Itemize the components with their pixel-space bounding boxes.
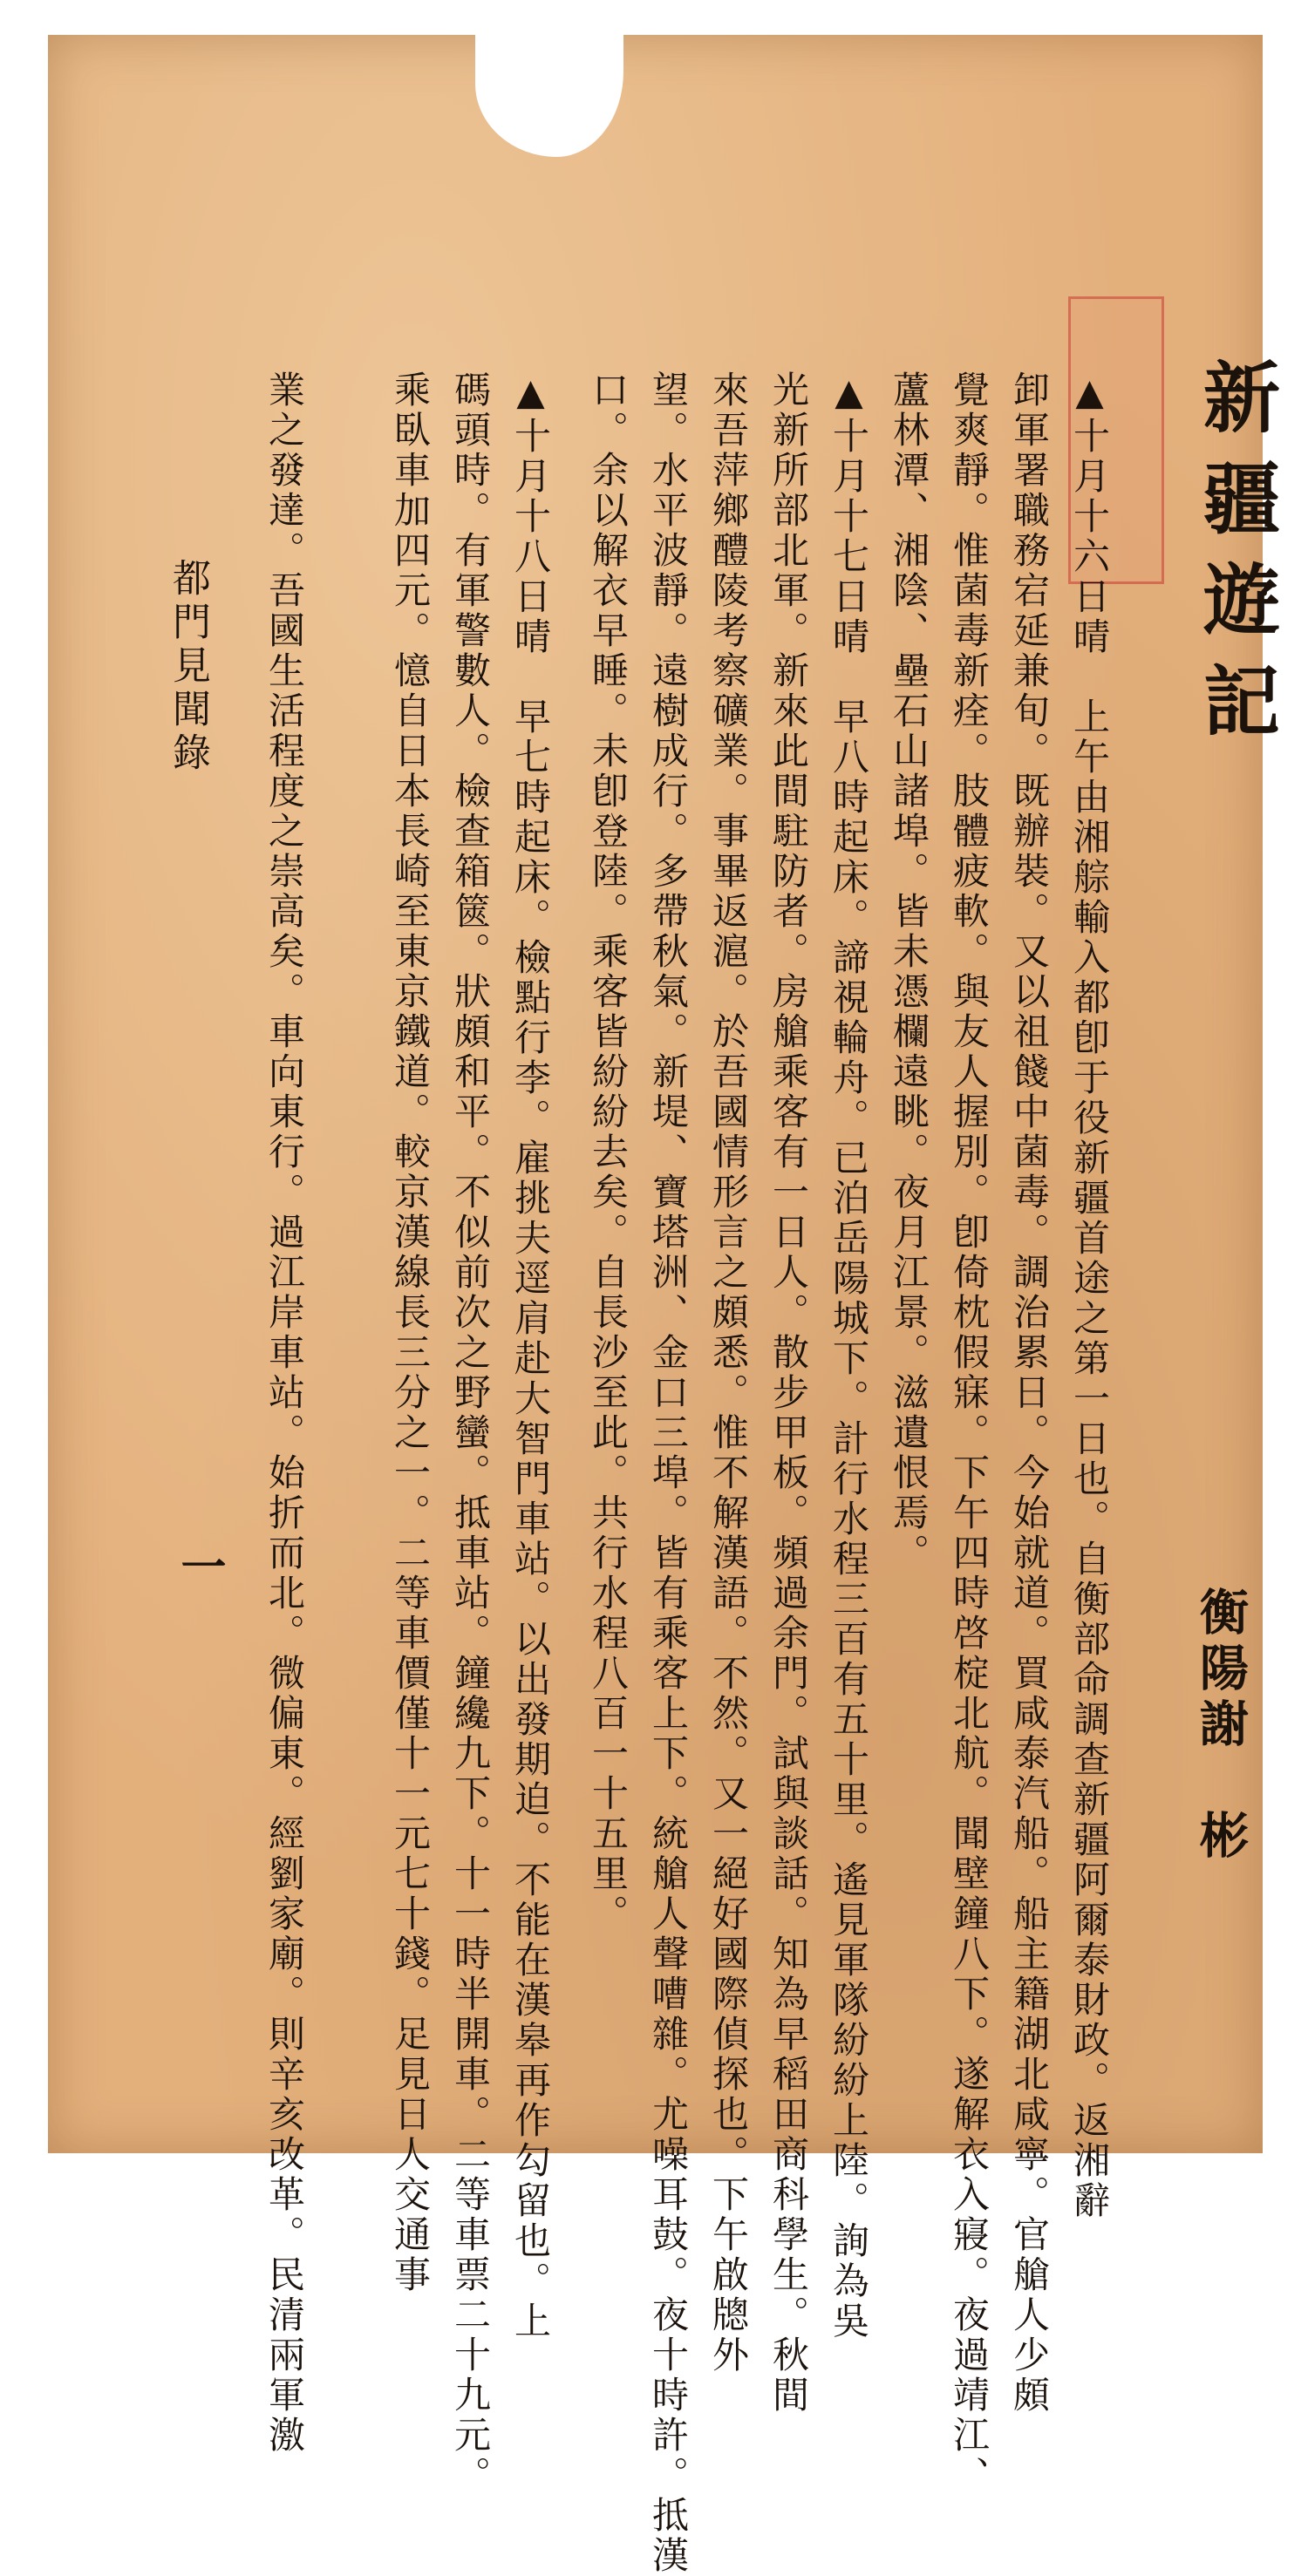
running-footer: 都門見聞錄: [166, 558, 210, 776]
text-column: 口。余以解衣早睡。未卽登陸。乘客皆紛紛去矣。自長沙至此。共行水程八百一十五里。: [587, 370, 630, 1934]
text-column: ▲十月十七日晴 早八時起床。諦視輪舟。已泊岳陽城下。計行水程三百有五十里。遙見軍隊紛紛上陸。詢為吳: [828, 370, 870, 2342]
text-column: 蘆林潭、湘陰、壘石山諸埠。皆未憑欄遠眺。夜月江景。滋遺恨焉。: [888, 370, 930, 1573]
text-column: 覺爽靜。惟菌毒新痊。肢體疲軟。與友人握別。卽倚枕假寐。下午四時啓椗北航。聞壁鐘八下。遂解衣入寢。夜過靖江、: [948, 370, 991, 2496]
text-column: 乘臥車加四元。憶自日本長崎至東京鐵道。較京漢線長三分之一。二等車價僅十一元七十錢。足見日人交通事: [389, 370, 432, 2295]
text-column: 碼頭時。有軍警數人。檢查箱篋。狀頗和平。不似前次之野蠻。抵車站。鐘纔九下。十一時半開車。二等車票二十九元。: [449, 370, 492, 2496]
text-column: ▲十月十八日晴 早七時起床。檢點行李。雇挑夫逕肩赴大智門車站。以出發期迫。不能在漢皋再作勾留也。上: [509, 370, 552, 2342]
book-page: [48, 35, 1282, 2576]
page-number: 一: [173, 1543, 226, 1588]
torn-corner: [475, 35, 623, 157]
page-title: 新疆遊記: [1191, 357, 1282, 762]
text-column: 業之發達。吾國生活程度之崇高矣。車向東行。過江岸車站。始折而北。微偏東。經劉家廟。則辛亥改革。民清兩軍激: [263, 370, 306, 2456]
author-name: 衡陽謝 彬: [1192, 1587, 1250, 1866]
text-column: 來吾萍鄉醴陵考察礦業。事畢返滬。於吾國情形言之頗悉。惟不解漢語。不然。又一絕好國際偵探也。下午啟牕外: [707, 370, 750, 2375]
text-column: 卸軍署職務宕延兼旬。既辦裝。又以祖餞中菌毒。調治累日。今始就道。買咸泰汽船。船主籍湖北咸寧。官艙人少頗: [1008, 370, 1051, 2416]
text-column: 望。水平波靜。遠樹成行。多帶秋氣。新堤、寶塔洲、金口三埠。皆有乘客上下。統艙人聲嘈雜。尤噪耳鼓。夜十時許。抵漢: [647, 370, 690, 2576]
text-column: 光新所部北軍。新來此間駐防者。房艙乘客有一日人。散步甲板。頻過余門。試與談話。知為早稻田商科學生。秋間: [767, 370, 810, 2416]
text-column: ▲十月十六日晴 上午由湘䑸輸入都卽于役新疆首途之第一日也。自衡部命調查新疆阿爾泰財政。返湘辭: [1068, 370, 1111, 2221]
